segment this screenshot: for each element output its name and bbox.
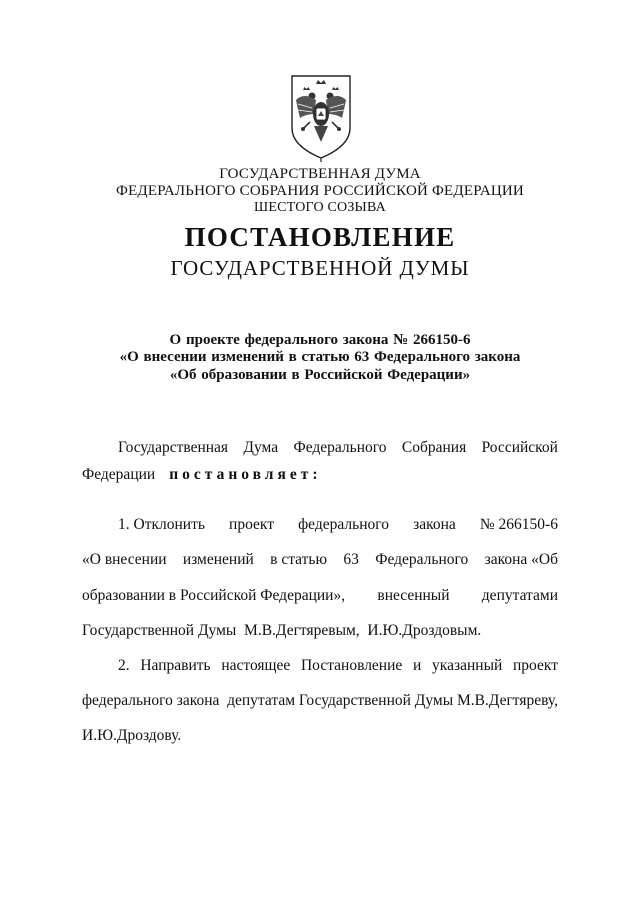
resolves-keyword: постановляет: xyxy=(169,466,322,483)
subject-line-1: О проекте федерального закона № 266150-6 xyxy=(169,332,471,348)
item2-line-3: И.Ю.Дроздову. xyxy=(82,727,182,744)
item1-word: внесенный xyxy=(377,587,450,604)
subject-line-3: «Об образовании в Российской Федерации» xyxy=(169,367,471,383)
item2-line-1 xyxy=(118,656,558,676)
item1-word: депутатами xyxy=(481,587,558,604)
item2-line-2 xyxy=(82,691,558,711)
item1-word: федерального xyxy=(298,516,389,533)
russian-coat-of-arms-icon xyxy=(286,70,356,162)
item1-word: закона «Об xyxy=(484,551,558,568)
subject-line-2: «О внесении изменений в статью 63 Федерального закона xyxy=(119,349,521,365)
preamble-word: Федерального xyxy=(293,439,387,456)
item1-word: образовании в Российской Федерации», xyxy=(82,587,346,604)
item1-word: закона xyxy=(413,516,456,533)
preamble-word: Собрания xyxy=(401,439,467,456)
item1-line-2 xyxy=(82,550,558,570)
item1-line-4: Государственной Думы М.В.Дегтяревым, И.Ю.Дроздовым. xyxy=(82,622,482,639)
preamble-federation: Федерации xyxy=(82,466,156,483)
item1-word: изменений xyxy=(182,551,254,568)
item1-word: 63 xyxy=(343,551,359,568)
document-title: ПОСТАНОВЛЕНИЕ xyxy=(184,222,456,252)
item1-line-1 xyxy=(118,515,558,535)
preamble-word: Российской xyxy=(481,439,558,456)
item2-word: проект xyxy=(513,657,558,674)
preamble-word: Государственная xyxy=(118,439,229,456)
document-subtitle: ГОСУДАРСТВЕННОЙ ДУМЫ xyxy=(170,256,470,280)
header-line-1: ГОСУДАРСТВЕННАЯ ДУМА xyxy=(219,166,421,182)
item2-word: Направить xyxy=(140,657,211,674)
item2-word: и xyxy=(413,657,422,674)
item1-word: 1. Отклонить xyxy=(118,516,205,533)
item2-word: федерального закона депутатам xyxy=(82,692,296,709)
item2-word: указанный xyxy=(432,657,503,674)
item2-word: М.В.Дегтяреву, xyxy=(456,692,558,709)
item1-word: в статью xyxy=(270,551,328,568)
preamble-line-2 xyxy=(82,465,322,485)
item2-word: Постановление xyxy=(300,657,403,674)
item1-word: Федерального xyxy=(375,551,469,568)
item1-line-3 xyxy=(82,586,558,606)
item2-word: Государственной Думы xyxy=(298,692,454,709)
item2-word: 2. xyxy=(118,657,130,674)
header-line-2: ФЕДЕРАЛЬНОГО СОБРАНИЯ РОССИЙСКОЙ ФЕДЕРАЦИИ xyxy=(116,183,524,199)
item1-word: № 266150-6 xyxy=(479,516,558,533)
item2-word: настоящее xyxy=(221,657,291,674)
preamble-word: Дума xyxy=(243,439,279,456)
preamble-line-1 xyxy=(118,438,558,458)
header-line-3: ШЕСТОГО СОЗЫВА xyxy=(254,200,386,215)
item1-word: «О внесении xyxy=(82,551,167,568)
item1-word: проект xyxy=(229,516,275,533)
